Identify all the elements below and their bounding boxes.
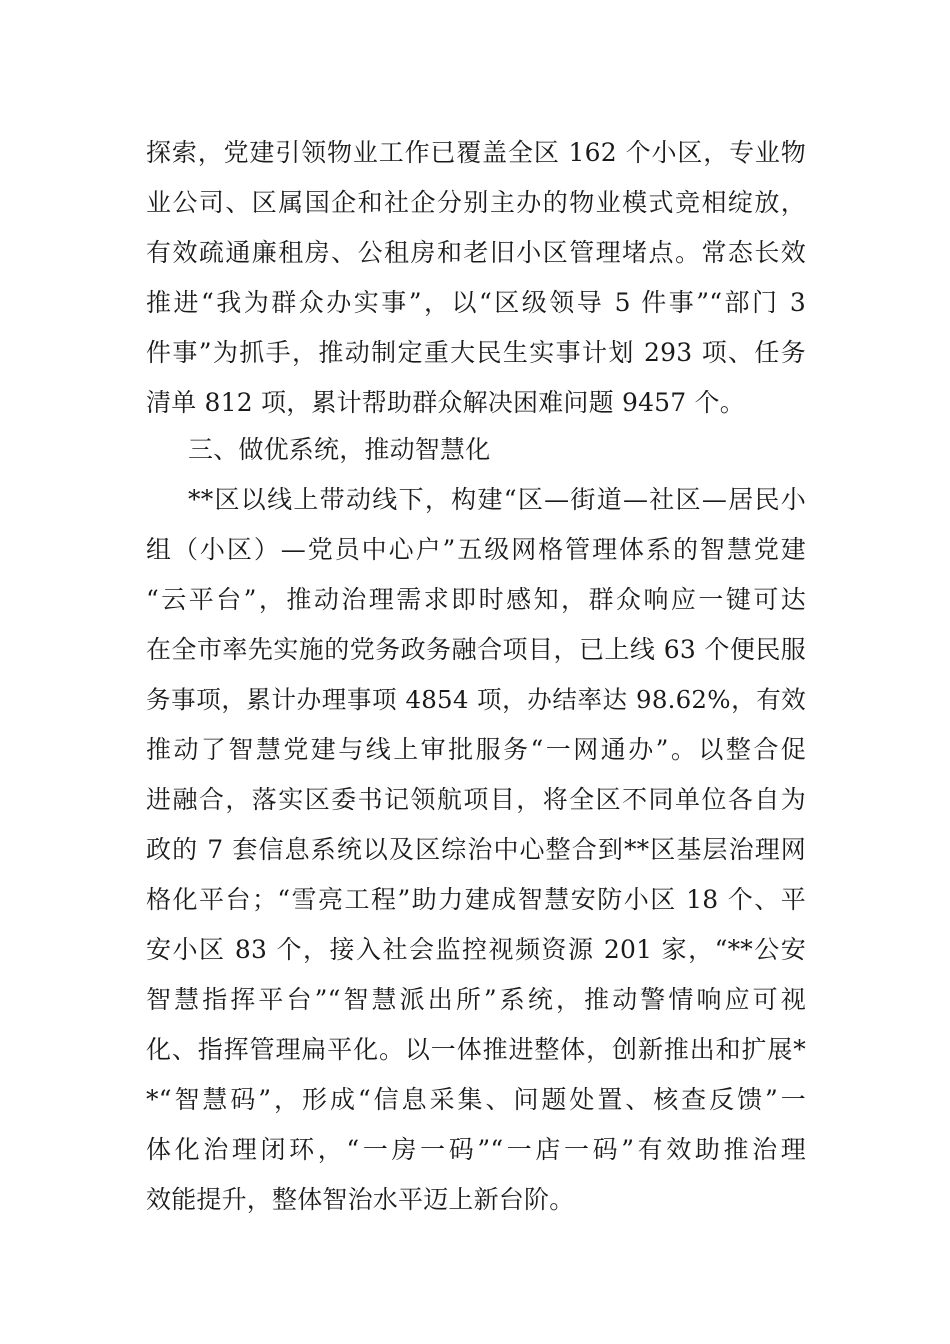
- text-line: *“智慧码”，形成“信息采集、问题处置、核查反馈”一: [146, 1085, 806, 1114]
- text-line: **区以线上带动线下，构建“区—街道—社区—居民小: [188, 485, 806, 514]
- text-line: 效能提升，整体智治水平迈上新台阶。: [146, 1185, 575, 1214]
- text-line: 格化平台；“雪亮工程”助力建成智慧安防小区 18 个、平: [146, 885, 806, 914]
- text-line: 务事项，累计办理事项 4854 项，办结率达 98.62%，有效: [146, 685, 806, 714]
- text-line: 智慧指挥平台”“智慧派出所”系统，推动警情响应可视: [146, 985, 806, 1014]
- text-line: 业公司、区属国企和社企分别主办的物业模式竞相绽放，: [146, 188, 806, 217]
- text-line: 推进“我为群众办实事”，以“区级领导 5 件事”“部门 3: [146, 288, 806, 317]
- text-line: 进融合，落实区委书记领航项目，将全区不同单位各自为: [146, 785, 806, 814]
- text-line: 化、指挥管理扁平化。以一体推进整体，创新推出和扩展*: [146, 1035, 806, 1064]
- text-line: 有效疏通廉租房、公租房和老旧小区管理堵点。常态长效: [146, 238, 806, 267]
- text-line: 体化治理闭环，“一房一码”“一店一码”有效助推治理: [146, 1135, 806, 1164]
- text-line: 件事”为抓手，推动制定重大民生实事计划 293 项、任务: [146, 338, 806, 367]
- text-line: 推动了智慧党建与线上审批服务“一网通办”。以整合促: [146, 735, 806, 764]
- section-heading: 三、做优系统，推动智慧化: [188, 435, 491, 464]
- text-line: 政的 7 套信息系统以及区综治中心整合到**区基层治理网: [146, 835, 806, 864]
- text-line: “云平台”，推动治理需求即时感知，群众响应一键可达: [146, 585, 806, 614]
- text-line: 组（小区）—党员中心户”五级网格管理体系的智慧党建: [146, 535, 806, 564]
- text-line: 安小区 83 个，接入社会监控视频资源 201 家，“**公安: [146, 935, 806, 964]
- text-line: 在全市率先实施的党务政务融合项目，已上线 63 个便民服: [146, 635, 806, 664]
- text-line: 探索，党建引领物业工作已覆盖全区 162 个小区，专业物: [146, 138, 806, 167]
- text-line: 清单 812 项，累计帮助群众解决困难问题 9457 个。: [146, 388, 745, 417]
